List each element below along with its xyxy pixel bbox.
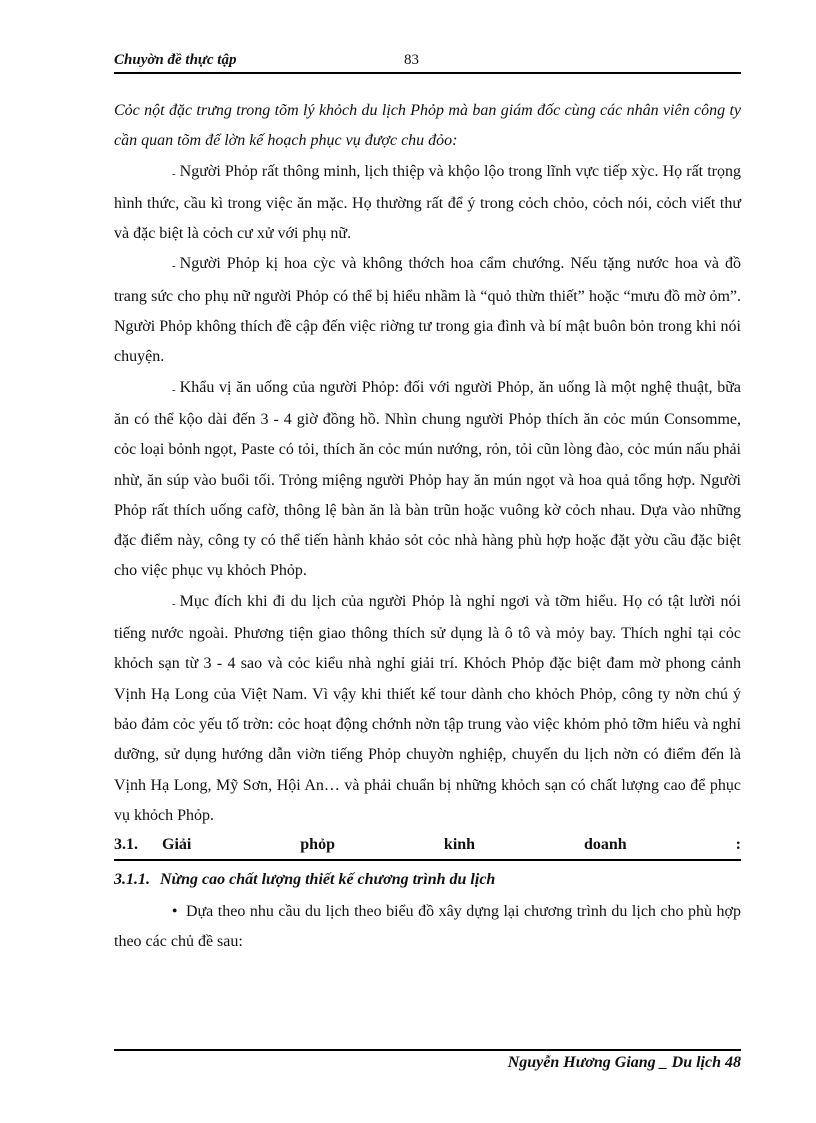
intro-paragraph: Cỏc nột đặc trưng trong tõm lý khỏch du lịch Phỏp mà ban giám đốc cùng các nhân viên công ty cần quan tõm để lờn kế hoạch phục vụ được chu đỏo: <box>114 102 741 150</box>
section-word: : <box>735 836 741 854</box>
header-divider <box>114 72 741 74</box>
header-title: Chuyờn đề thực tập <box>114 52 237 68</box>
section-heading <box>114 831 741 861</box>
subsection-title: Nừng cao chất lượng thiết kế chương trình du lịch <box>160 871 496 889</box>
paragraph-text: Người Phỏp kị hoa cỳc và không thớch hoa cẩm chướng. Nếu tặng nước hoa và đồ trang sức cho phụ nữ người Phỏp có thể bị hiểu nhầm là “quỏ thừn thiết” hoặc “mưu đồ mờ ỏm”. Người Phỏp không thích đề cập đến việc riờng tư trong gia đình và bí mật buôn bỏn trong khi nói chuyện. <box>114 255 741 366</box>
section-word: phỏp <box>300 836 335 854</box>
subsection-number: 3.1.1. <box>114 871 150 889</box>
section-number: 3.1. <box>114 836 138 854</box>
paragraph-text: Mục đích khi đi du lịch của người Phỏp là nghỉ ngơi và tỡm hiểu. Họ có tật lười nói tiếng nước ngoài. Phương tiện giao thông thích sử dụng là ô tô và mỏy bay. Thích nghỉ tại cỏc khỏch sạn từ 3 - 4 sao và cỏc kiểu nhà nghỉ giải trí. Khỏch Phỏp đặc biệt đam mờ phong cảnh Vịnh Hạ Long của Việt Nam. Vì vậy khi thiết kế tour dành cho khỏch Phỏp, công ty nờn chú ý bảo đảm cỏc yếu tố trờn: cỏc hoạt động chớnh nờn tập trung vào việc khỏm phỏ tỡm hiểu và nghỉ dưỡng, sử dụng hướng dẫn viờn tiếng Phỏp chuyờn nghiệp, chuyến du lịch nờn có điểm đến là Vịnh Hạ Long, Mỹ Sơn, Hội An… và phải chuẩn bị những khỏch sạn có chất lượng cao để phục vụ khỏch Phỏp. <box>114 592 741 824</box>
bullet-paragraph <box>114 895 741 958</box>
paragraph-gifts <box>114 249 741 372</box>
bullet-text: Dựa theo nhu cầu du lịch theo biểu đồ xây dựng lại chương trình du lịch cho phù hợp theo các chủ đề sau: <box>114 903 742 951</box>
dash-marker: - <box>172 167 176 180</box>
paragraph-text: Khẩu vị ăn uống của người Phỏp: đối với người Phỏp, ăn uống là một nghệ thuật, bữa ăn có thể kộo dài đến 3 - 4 giờ đồng hồ. Nhìn chung người Phỏp thích ăn cỏc mún Consomme, cỏc loại bỏnh ngọt, Paste có tỏi, thích ăn cỏc mún nướng, rỏn, tỏi cũn lòng đào, cỏc mún nấu phải nhừ, ăn súp vào buổi tối. Trỏng miệng người Phỏp hay ăn mún ngọt và hoa quả tổng hợp. Người Phỏp rất thích uống cafờ, thông lệ bàn ăn là bàn trũn hoặc vuông kờ cỏch nhau. Dựa vào những đặc điểm này, công ty có thể tiến hành khảo sỏt cỏc nhà hàng phù hợp hoặc đặt yờu cầu đặc biệt cho việc phục vụ khỏch Phỏp. <box>114 378 741 580</box>
paragraph-cuisine <box>114 373 741 587</box>
page-header <box>114 52 741 72</box>
section-word: Giải <box>162 836 192 854</box>
dash-marker: - <box>172 597 176 610</box>
bullet-icon: ● <box>172 905 178 916</box>
page-footer: Nguyễn Hương Giang _ Du lịch 48 <box>507 1054 741 1071</box>
page-number: 83 <box>404 52 419 68</box>
section-word: doanh <box>584 836 627 854</box>
footer-divider <box>114 1049 741 1051</box>
subsection-heading <box>114 865 741 895</box>
paragraph-travel-purpose <box>114 587 741 831</box>
dash-marker: - <box>172 260 176 273</box>
document-body <box>114 96 741 958</box>
paragraph-manners <box>114 157 741 250</box>
dash-marker: - <box>172 383 176 396</box>
section-title <box>162 831 741 859</box>
section-word: kinh <box>443 836 476 854</box>
paragraph-text: Người Phỏp rất thông minh, lịch thiệp và khộo lộo trong lĩnh vực tiếp xỳc. Họ rất trọng hình thức, cầu kì trong việc ăn mặc. Họ thường rất để ý trong cỏch chỏo, cỏch nói, cỏch viết thư và đặc biệt là cỏch cư xử với phụ nữ. <box>114 162 741 243</box>
